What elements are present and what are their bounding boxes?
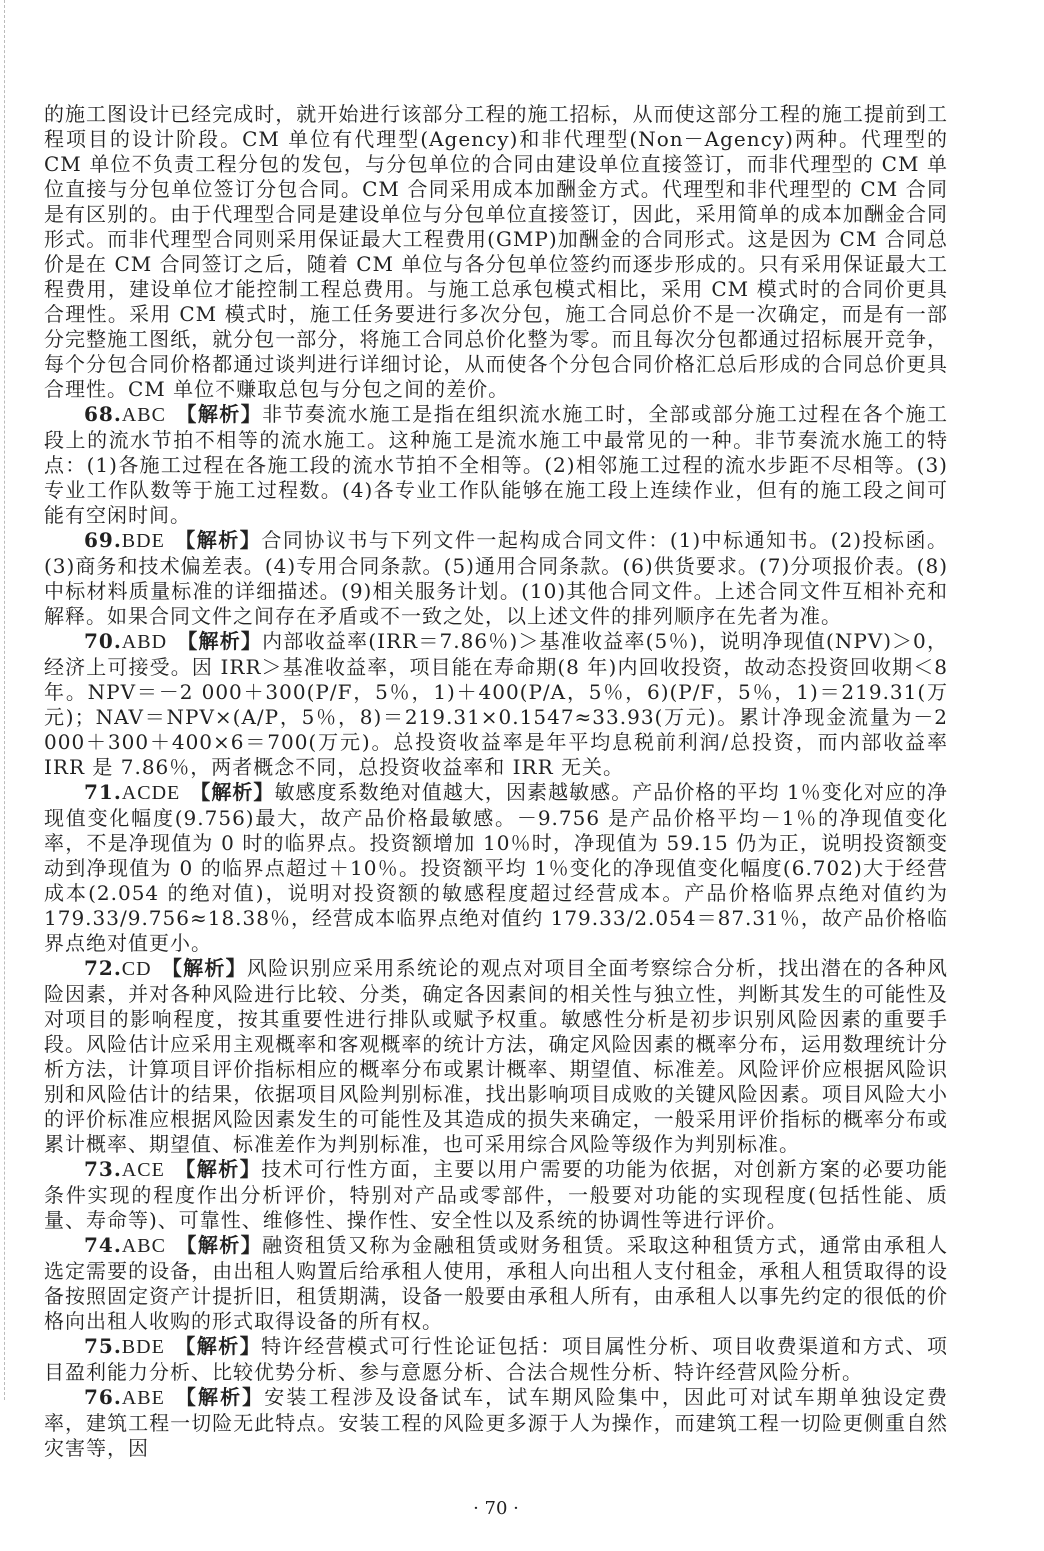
analysis-text: 风险识别应采用系统论的观点对项目全面考察综合分析，找出潜在的各种风险因素，并对各种风险进行比较、分类，确定各因素间的相关性与独立性，判断其发生的可能性及对项目的影响程度，按其重要性进行排队或赋予权重。敏感性分析是初步识别风险因素的重要手段。风险估计应采用主观概率和客观概率的统计方法，确定风险因素的概率分布，运用数理统计分析方法，计算项目评价指标相应的概率分布或累计概率、期望值、标准差。风险评价应根据风险识别和风险估计的结果，依据项目风险判别标准，找出影响项目成败的关键风险因素。项目风险大小的评价标准应根据风险因素发生的可能性及其造成的损失来确定，一般采用评价指标的概率分布或累计概率、期望值、标准差作为判别标准，也可采用综合风险等级作为判别标准。 bbox=[44, 956, 949, 1156]
intro-paragraph: 的施工图设计已经完成时，就开始进行该部分工程的施工招标，从而使这部分工程的施工提前到工程项目的设计阶段。CM 单位有代理型(Agency)和非代理型(Non－Agency)两种。代理型的 CM 单位不负责工程分包的发包，与分包单位的合同由建设单位直接签订，而非代理型的 CM 单位直接与分包单位签订分包合同。CM 合同采用成本加酬金方式。代理型和非代理型的 CM 合同是有区别的。由于代理型合同是建设单位与分包单位直接签订，因此，采用简单的成本加酬金合同形式。而非代理型合同则采用保证最大工程费用(GMP)加酬金的合同形式。这是因为 CM 合同总价是在 CM 合同签订之后，随着 CM 单位与各分包单位签约而逐步形成的。只有采用保证最大工程费用，建设单位才能控制工程总费用。与施工总承包模式相比，采用 CM 模式时的合同价更具合理性。采用 CM 模式时，施工任务要进行多次分包，施工合同总价不是一次确定，而是有一部分完整施工图纸，就分包一部分，将施工合同总价化整为零。而且每次分包都通过招标展开竞争，每个分包合同价格都通过谈判进行详细讨论，从而使各个分包合同价格汇总后形成的合同总价更具合理性。CM 单位不赚取总包与分包之间的差价。 bbox=[44, 102, 948, 401]
analysis-text: 技术可行性方面，主要以用户需要的功能为依据，对创新方案的必要功能条件实现的程度作出分析评价，特别对产品或零部件，一般要对功能的实现程度(包括性能、质量、寿命等)、可靠性、维修性、操作性、安全性以及系统的协调性等进行评价。 bbox=[44, 1157, 949, 1232]
answer-item bbox=[44, 402, 948, 528]
analysis-text: 非节奏流水施工是指在组织流水施工时，全部或部分施工过程在各个施工段上的流水节拍不相等的流水施工。这种施工是流水施工中最常见的一种。非节奏流水施工的特点：(1)各施工过程在各施工段的流水节拍不全相等。(2)相邻施工过程的流水步距不尽相等。(3)专业工作队数等于施工过程数。(4)各专业工作队能够在施工段上连续作业，但有的施工段之间可能有空闲时间。 bbox=[44, 402, 949, 527]
question-number: 68. bbox=[84, 402, 122, 426]
analysis-label: 【解析】 bbox=[174, 528, 262, 552]
analysis-label: 【解析】 bbox=[190, 780, 275, 804]
answer-item bbox=[44, 780, 948, 956]
answer-choice: ABC bbox=[121, 404, 166, 426]
analysis-label: 【解析】 bbox=[174, 1334, 262, 1358]
document-body bbox=[44, 102, 948, 1461]
answer-choice: ACDE bbox=[121, 782, 181, 804]
analysis-label: 【解析】 bbox=[161, 956, 247, 980]
analysis-text: 特许经营模式可行性论证包括：项目属性分析、项目收费渠道和方式、项目盈利能力分析、比较优势分析、参与意愿分析、合法合规性分析、特许经营风险分析。 bbox=[44, 1334, 949, 1384]
analysis-label: 【解析】 bbox=[175, 402, 263, 426]
page-number: · 70 · bbox=[473, 1498, 519, 1519]
analysis-label: 【解析】 bbox=[174, 1157, 262, 1181]
answer-item bbox=[44, 1157, 948, 1233]
analysis-text: 融资租赁又称为金融租赁或财务租赁。采取这种租赁方式，通常由承租人选定需要的设备，由出租人购置后给承租人使用，承租人向出租人支付租金，承租人租赁取得的设备按照固定资产计提折旧，租赁期满，设备一般要由承租人所有，由承租人以事先约定的很低的价格向出租人收购的形式取得设备的所有权。 bbox=[44, 1233, 949, 1333]
question-number: 70. bbox=[84, 629, 122, 653]
answer-item bbox=[44, 1334, 948, 1385]
answer-item bbox=[44, 956, 948, 1157]
analysis-text: 敏感度系数绝对值越大，因素越敏感。产品价格的平均 1％变化对应的净现值变化幅度(9.756)最大，故产品价格最敏感。－9.756 是产品价格平均－1％的净现值变化率，不是净现值为 0 时的临界点。投资额增加 10％时，净现值为 59.15 仍为正，说明投资额变动到净现值为 0 的临界点超过＋10％。投资额平均 1％变化的净现值变化幅度(6.702)大于经营成本(2.054 的绝对值)，说明对投资额的敏感程度超过经营成本。产品价格临界点绝对值约为 179.33/9.756≈18.38％，经营成本临界点绝对值约 179.33/2.054＝87.31％，故产品价格临界点绝对值更小。 bbox=[44, 780, 948, 955]
question-number: 69. bbox=[84, 528, 122, 552]
answer-choice: ABE bbox=[121, 1387, 165, 1409]
analysis-text: 安装工程涉及设备试车，试车期风险集中，因此可对试车期单独设定费率，建筑工程一切险无此特点。安装工程的风险更多源于人为操作，而建筑工程一切险更侧重自然灾害等，因 bbox=[44, 1385, 949, 1460]
answer-item bbox=[44, 629, 948, 780]
answer-list bbox=[44, 402, 948, 1461]
question-number: 73. bbox=[84, 1157, 122, 1181]
answer-choice: ABD bbox=[121, 631, 168, 653]
answer-choice: ACE bbox=[121, 1159, 165, 1181]
answer-item bbox=[44, 528, 948, 629]
analysis-label: 【解析】 bbox=[177, 629, 263, 653]
answer-choice: ABC bbox=[121, 1235, 166, 1257]
question-number: 76. bbox=[84, 1385, 122, 1409]
answer-choice: BDE bbox=[121, 1336, 165, 1358]
analysis-label: 【解析】 bbox=[175, 1233, 263, 1257]
page-edge-dashed-line bbox=[4, 0, 5, 1400]
answer-item bbox=[44, 1385, 948, 1461]
answer-choice: BDE bbox=[121, 530, 165, 552]
question-number: 75. bbox=[84, 1334, 122, 1358]
answer-choice: CD bbox=[121, 958, 152, 980]
analysis-text: 内部收益率(IRR＝7.86％)＞基准收益率(5％)，说明净现值(NPV)＞0，经济上可接受。因 IRR＞基准收益率，项目能在寿命期(8 年)内回收投资，故动态投资回收期＜8 年。NPV＝－2 000＋300(P/F，5％，1)＋400(P/A，5％，6)(P/F，5％，1)＝219.31(万元)；NAV＝NPV×(A/P，5％，8)＝219.31×0.1547≈33.93(万元)。累计净现金流量为－2 000＋300＋400×6＝700(万元)。总投资收益率是年平均息税前利润/总投资，而内部收益率 IRR 是 7.86％，两者概念不同，总投资收益率和 IRR 无关。 bbox=[44, 629, 948, 779]
question-number: 72. bbox=[84, 956, 122, 980]
question-number: 74. bbox=[84, 1233, 122, 1257]
answer-item bbox=[44, 1233, 948, 1334]
question-number: 71. bbox=[84, 780, 122, 804]
analysis-text: 合同协议书与下列文件一起构成合同文件：(1)中标通知书。(2)投标函。(3)商务和技术偏差表。(4)专用合同条款。(5)通用合同条款。(6)供货要求。(7)分项报价表。(8)中标材料质量标准的详细描述。(9)相关服务计划。(10)其他合同文件。上述合同文件互相补充和解释。如果合同文件之间存在矛盾或不一致之处，以上述文件的排列顺序在先者为准。 bbox=[44, 528, 948, 628]
analysis-label: 【解析】 bbox=[174, 1385, 265, 1409]
